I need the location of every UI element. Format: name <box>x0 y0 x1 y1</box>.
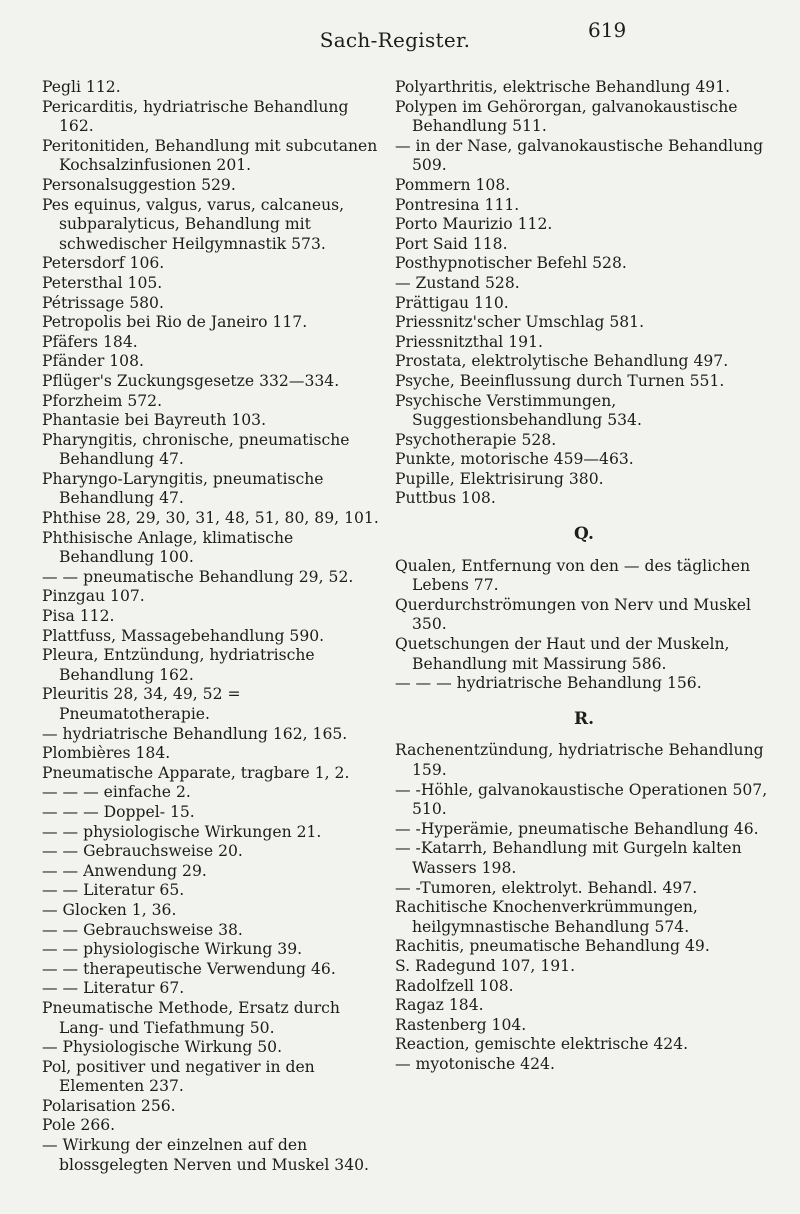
index-entry: Pétrissage 580. <box>42 293 164 312</box>
index-entry: Psychische Verstimmungen, Suggestionsbehandlung 534. <box>395 391 642 430</box>
page-header <box>0 18 800 58</box>
index-entry: Rachitische Knochenverkrümmungen, heilgymnastische Behandlung 574. <box>395 898 698 936</box>
index-entry: Pinzgau 107. <box>42 587 145 606</box>
index-entry: Pes equinus, valgus, varus, calcaneus, subparalyticus, Behandlung mit schwedischer Heilgymnastik 573. <box>42 195 345 253</box>
index-entry: Petropolis bei Rio de Janeiro 117. <box>42 313 308 332</box>
index-entry: Pommern 108. <box>395 175 511 194</box>
index-entry: Pisa 112. <box>42 607 115 626</box>
index-entry: Pharyngitis, chronische, pneumatische Behandlung 47. <box>42 430 350 469</box>
index-entry: Porto Maurizio 112. <box>395 215 553 234</box>
index-entry: — — Gebrauchsweise 20. <box>42 842 243 861</box>
index-entry: — — therapeutische Verwendung 46. <box>42 959 336 978</box>
index-entry: — — pneumatische Behandlung 29, 52. <box>42 567 354 586</box>
index-entry: Pole 266. <box>42 1116 116 1135</box>
index-entry: — — — einfache 2. <box>42 783 191 802</box>
index-entry: — -Hyperämie, pneumatische Behandlung 46. <box>395 819 759 838</box>
index-entry: Rachenentzündung, hydriatrische Behandlung 159. <box>395 741 764 779</box>
index-entry: Phantasie bei Bayreuth 103. <box>42 411 267 430</box>
index-entry: — — — Doppel- 15. <box>42 802 195 821</box>
entries-r <box>395 741 773 1074</box>
index-entry: Pharyngo-Laryngitis, pneumatische Behandlung 47. <box>42 469 324 508</box>
page-title: Sach-Register. <box>319 28 471 52</box>
index-entry: Polarisation 256. <box>42 1096 176 1115</box>
entries-q <box>395 557 773 694</box>
index-entry: Pfäfers 184. <box>42 332 138 351</box>
index-entry: Pupille, Elektrisirung 380. <box>395 469 604 488</box>
index-entry: — Wirkung der einzelnen auf den blossgelegten Nerven und Muskel 340. <box>42 1136 370 1174</box>
index-entry: Radolfzell 108. <box>395 976 514 995</box>
index-entry: — Zustand 528. <box>395 273 520 292</box>
index-entry: Petersthal 105. <box>42 273 163 292</box>
index-entry: — — Anwendung 29. <box>42 861 207 880</box>
index-entry: — Physiologische Wirkung 50. <box>42 1038 283 1057</box>
index-entry: Pneumatische Apparate, tragbare 1, 2. <box>42 763 350 782</box>
index-entry: — -Höhle, galvanokaustische Operationen 507, 510. <box>395 780 768 819</box>
section-letter-r: R. <box>573 708 595 729</box>
index-entry: Ragaz 184. <box>395 996 484 1015</box>
index-entry: Prättigau 110. <box>395 293 509 312</box>
index-entry: Rachitis, pneumatische Behandlung 49. <box>395 937 710 956</box>
index-entry: Rastenberg 104. <box>395 1015 527 1034</box>
index-entry: Plattfuss, Massagebehandlung 590. <box>42 626 325 645</box>
index-entry: Peritonitiden, Behandlung mit subcutanen Kochsalzinfusionen 201. <box>42 136 378 175</box>
index-entry: Pflüger's Zuckungsgesetze 332—334. <box>42 371 340 390</box>
index-entry: — — — hydriatrische Behandlung 156. <box>395 674 702 693</box>
index-entry: Pleuritis 28, 34, 49, 52 = Pneumatotherapie. <box>42 685 241 723</box>
page-number: 619 <box>588 18 627 42</box>
index-entry: — myotonische 424. <box>395 1054 555 1073</box>
index-entry: Priessnitz'scher Umschlag 581. <box>395 313 645 332</box>
index-entry: — — Literatur 67. <box>42 979 185 998</box>
index-entry: Pericarditis, hydriatrische Behandlung 162. <box>42 97 349 136</box>
section-letter-q: Q. <box>574 524 594 545</box>
index-entry: Reaction, gemischte elektrische 424. <box>395 1035 689 1054</box>
index-entry: Pleura, Entzündung, hydriatrische Behandlung 162. <box>42 646 315 684</box>
index-entry: Psyche, Beeinflussung durch Turnen 551. <box>395 371 725 390</box>
index-entry: — hydriatrische Behandlung 162, 165. <box>42 724 348 743</box>
index-entry: — — Gebrauchsweise 38. <box>42 920 243 939</box>
index-entry: — -Katarrh, Behandlung mit Gurgeln kalten Wassers 198. <box>395 839 742 877</box>
right-column <box>395 78 773 1075</box>
index-entry: Pforzheim 572. <box>42 391 163 410</box>
index-entry: Petersdorf 106. <box>42 254 165 273</box>
index-entry: — -Tumoren, elektrolyt. Behandl. 497. <box>395 878 698 897</box>
index-entry: Pontresina 111. <box>395 195 520 214</box>
entries-p <box>395 78 773 509</box>
index-entry: Pegli 112. <box>42 78 121 96</box>
index-entry: Puttbus 108. <box>395 489 496 508</box>
index-entry: Polyarthritis, elektrische Behandlung 491. <box>395 78 731 96</box>
index-entry: Phthisische Anlage, klimatische Behandlung 100. <box>42 528 294 567</box>
index-entry: Port Said 118. <box>395 234 508 253</box>
index-entry: Priessnitzthal 191. <box>395 332 543 351</box>
index-entry: Phthise 28, 29, 30, 31, 48, 51, 80, 89, 101. <box>42 509 379 528</box>
left-column <box>42 78 387 1175</box>
index-entry: — in der Nase, galvanokaustische Behandlung 509. <box>395 136 764 175</box>
index-entry: — — Literatur 65. <box>42 881 185 900</box>
index-entry: Pol, positiver und negativer in den Elementen 237. <box>42 1057 315 1096</box>
index-entry: Plombières 184. <box>42 744 171 763</box>
index-entry: Posthypnotischer Befehl 528. <box>395 254 627 273</box>
index-entry: S. Radegund 107, 191. <box>395 956 576 975</box>
index-entry: Prostata, elektrolytische Behandlung 497. <box>395 352 729 371</box>
index-entry: Personalsuggestion 529. <box>42 175 236 194</box>
index-entry: Qualen, Entfernung von den — des täglichen Lebens 77. <box>395 556 751 595</box>
index-entry: Querdurchströmungen von Nerv und Muskel 350. <box>395 595 751 634</box>
index-entry: Pfänder 108. <box>42 352 144 371</box>
index-entry: — — physiologische Wirkungen 21. <box>42 822 322 841</box>
index-entry: — Glocken 1, 36. <box>42 900 177 919</box>
index-entry: — — physiologische Wirkung 39. <box>42 940 303 959</box>
index-entry: Psychotherapie 528. <box>395 430 557 449</box>
index-entry: Polypen im Gehörorgan, galvanokaustische Behandlung 511. <box>395 97 738 136</box>
index-entry: Punkte, motorische 459—463. <box>395 450 634 469</box>
index-entry: Pneumatische Methode, Ersatz durch Lang- und Tiefathmung 50. <box>42 998 340 1037</box>
index-entry: Quetschungen der Haut und der Muskeln, Behandlung mit Massirung 586. <box>395 635 730 673</box>
